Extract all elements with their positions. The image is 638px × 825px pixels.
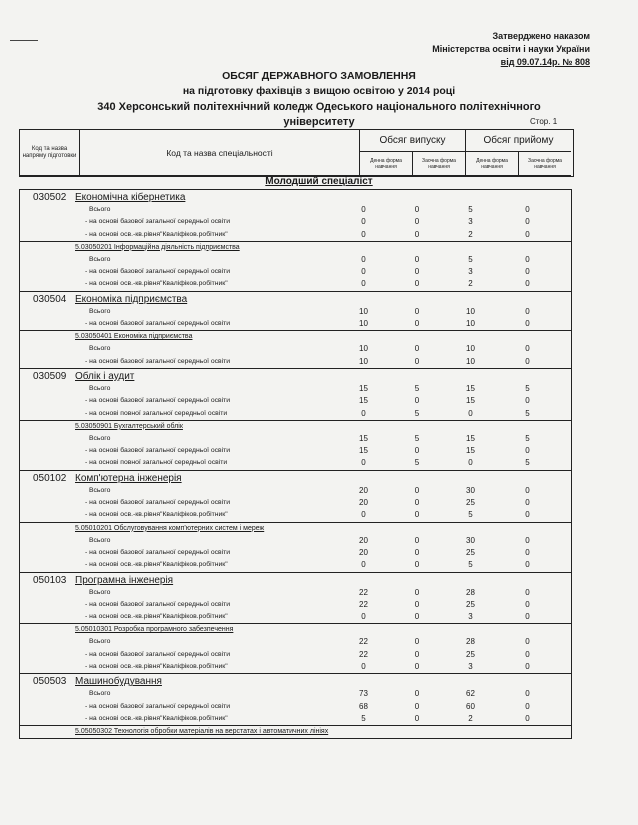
specialty-heading [20,624,571,636]
admission-day-value: 5 [468,254,473,264]
admission-day-value: 2 [468,229,473,239]
release-extramural-value: 0 [414,217,420,227]
admission-day-value: 0 [468,458,473,468]
release-extramural-value: 0 [414,713,420,723]
direction-heading [20,573,571,587]
header-name: Код та назва спеціальності [80,130,360,176]
admission-day-value: 15 [466,433,475,443]
admission-extramural-value: 0 [525,535,530,545]
direction-group [19,573,572,675]
approval-stamp [405,30,590,69]
direction-name: Програмна інженерія [75,574,174,586]
direction-group [19,674,572,739]
admission-extramural-value: 0 [525,701,530,711]
admission-day-value: 28 [466,637,475,647]
table-row [20,547,571,559]
admission-day-value: 15 [466,383,475,393]
table-row [20,433,571,445]
table-row [20,266,571,278]
header-release-extramural: Заочна форма навчання [413,152,466,176]
release-extramural-value: 0 [414,649,420,659]
admission-day-value: 3 [468,267,473,277]
admission-day-value: 5 [468,510,473,520]
table-row [20,636,571,648]
row-label: - на основі базової загальної середньої освіти [85,548,231,556]
admission-day-value: 3 [468,612,473,622]
release-day-value: 20 [359,498,368,508]
admission-extramural-value: 0 [525,356,530,366]
table-row [20,306,571,318]
row-label: - на основі базової загальної середньої освіти [85,499,231,507]
table-row [20,661,571,673]
row-label: - на основі базової загальної середньої освіти [85,268,231,276]
specialty-name: 5.05010201 Обслуговування комп'ютерних систем і мереж [75,524,265,532]
table-row [20,688,571,700]
header-admission: Обсяг прийому [466,130,571,152]
row-label: Всього [89,486,111,494]
release-day-value: 0 [361,510,366,520]
admission-extramural-value: 0 [525,279,530,289]
release-day-value: 5 [361,713,366,723]
admission-day-value: 2 [468,713,473,723]
row-label: Всього [89,345,111,353]
release-day-value: 15 [359,396,368,406]
release-day-value: 0 [361,267,366,277]
table-row [20,649,571,661]
admission-extramural-value: 0 [525,217,530,227]
table-row [20,497,571,509]
table-row [20,587,571,599]
release-day-value: 10 [359,356,368,366]
release-extramural-value: 0 [414,267,420,277]
release-day-value: 20 [359,547,368,557]
table-row [20,229,571,241]
release-extramural-value: 0 [414,306,420,316]
admission-day-value: 30 [466,535,475,545]
admission-extramural-value: 0 [525,612,530,622]
direction-group [19,471,572,573]
release-day-value: 0 [361,217,366,227]
release-extramural-value: 0 [414,662,420,672]
table-row [20,599,571,611]
release-extramural-value: 0 [414,612,420,622]
release-day-value: 15 [359,383,368,393]
release-day-value: 10 [359,319,368,329]
row-label: - на основі базової загальної середньої освіти [85,357,231,365]
release-day-value: 0 [361,458,366,468]
release-extramural-value: 0 [414,560,420,570]
specialty-heading [20,242,571,254]
direction-heading [20,369,571,383]
header-release: Обсяг випуску [360,130,466,152]
admission-day-value: 25 [466,547,475,557]
specialty-name: 5.05050302 Технологія обробки матеріалів на верстатах і автоматичних лініях [75,728,329,736]
table-row [20,204,571,216]
release-day-value: 0 [361,254,366,264]
release-day-value: 68 [359,701,368,711]
doc-title: ОБСЯГ ДЕРЖАВНОГО ЗАМОВЛЕННЯ [222,70,416,82]
row-label: - на основі базової загальної середньої освіти [85,397,231,405]
doc-subtitle: на підготовку фахівців з вищою освітою у 2014 році [182,85,456,97]
admission-extramural-value: 5 [525,408,530,418]
row-label: Всього [89,690,111,698]
release-extramural-value: 0 [414,356,420,366]
admission-extramural-value: 0 [525,267,530,277]
header-admission-extramural: Заочна форма навчання [519,152,571,176]
admission-extramural-value: 0 [525,689,530,699]
direction-name: Економіка підприємства [75,293,188,305]
release-day-value: 15 [359,433,368,443]
admission-extramural-value: 0 [525,587,530,597]
specialty-block [20,330,571,368]
release-extramural-value: 0 [414,547,420,557]
admission-day-value: 3 [468,217,473,227]
release-day-value: 22 [359,649,368,659]
row-label: - на основі осв.-кв.рівня"Кваліфіков.робітник" [85,280,228,288]
row-label: Всього [89,638,111,646]
row-label: - на основі базової загальної середньої освіти [85,447,231,455]
table-row [20,535,571,547]
approval-line-3: від 09.07.14р. № 808 [500,57,590,67]
institution-name: 340 Херсонський політехнічний коледж Одеського національного політехнічного [97,101,541,113]
table-row [20,701,571,713]
release-extramural-value: 0 [414,599,420,609]
release-day-value: 10 [359,344,368,354]
release-extramural-value: 0 [414,689,420,699]
release-day-value: 0 [361,229,366,239]
row-label: - на основі осв.-кв.рівня"Кваліфіков.робітник" [85,561,228,569]
release-day-value: 22 [359,587,368,597]
direction-code: 050503 [33,676,67,688]
release-day-value: 10 [359,306,368,316]
row-label: - на основі базової загальної середньої освіти [85,650,231,658]
specialty-heading [20,421,571,433]
release-day-value: 0 [361,279,366,289]
row-label: - на основі осв.-кв.рівня"Кваліфіков.робітник" [85,714,228,722]
table-row [20,383,571,395]
row-label: Всього [89,536,111,544]
admission-day-value: 60 [466,701,475,711]
table-row [20,485,571,497]
direction-name: Економічна кібернетика [75,192,186,203]
header-code: Код та назва напряму підготовки [20,130,80,176]
table-row [20,254,571,266]
admission-extramural-value: 0 [525,205,530,214]
row-label: - на основі базової загальної середньої освіти [85,218,231,226]
admission-day-value: 10 [466,319,475,329]
admission-day-value: 25 [466,649,475,659]
release-extramural-value: 0 [414,701,420,711]
specialty-name: 5.05010301 Розробка програмного забезпечення [75,626,234,634]
row-label: - на основі повної загальної середньої освіти [85,409,228,417]
table-row [20,457,571,469]
release-extramural-value: 5 [414,408,420,418]
specialty-block [20,420,571,470]
table-row [20,395,571,407]
table-row [20,278,571,290]
page-number: Стор. 1 [530,117,558,126]
row-label: Всього [89,307,111,315]
specialty-heading [20,523,571,535]
row-label: - на основі осв.-кв.рівня"Кваліфіков.робітник" [85,511,228,519]
direction-code: 050102 [33,472,67,484]
admission-day-value: 10 [466,306,475,316]
institution-name-cont: університету [283,116,355,128]
direction-code: 030509 [33,370,67,382]
table-header [19,129,574,177]
admission-day-value: 25 [466,498,475,508]
admission-day-value: 10 [466,356,475,366]
release-day-value: 0 [361,612,366,622]
admission-extramural-value: 0 [525,344,530,354]
admission-day-value: 15 [466,446,475,456]
table-row [20,318,571,330]
admission-extramural-value: 0 [525,662,530,672]
admission-extramural-value: 0 [525,306,530,316]
table-row [20,611,571,623]
release-day-value: 0 [361,662,366,672]
direction-heading [20,292,571,306]
margin-mark [10,40,38,41]
admission-day-value: 2 [468,279,473,289]
row-label: Всього [89,434,111,442]
release-extramural-value: 0 [414,535,420,545]
admission-extramural-value: 0 [525,649,530,659]
direction-code: 050103 [33,574,67,586]
release-extramural-value: 0 [414,485,420,495]
direction-heading [20,190,571,204]
table-row [20,445,571,457]
specialty-block [20,241,571,291]
direction-code: 030502 [33,192,67,203]
section-title: Молодший спеціаліст [265,176,373,187]
table-row [20,509,571,521]
admission-day-value: 5 [468,560,473,570]
admission-day-value: 3 [468,662,473,672]
row-label: Всього [89,384,111,392]
admission-extramural-value: 0 [525,446,530,456]
release-extramural-value: 5 [414,433,420,443]
release-day-value: 0 [361,205,366,214]
admission-extramural-value: 5 [525,433,530,443]
admission-extramural-value: 0 [525,396,530,406]
release-day-value: 22 [359,637,368,647]
release-extramural-value: 0 [414,205,420,214]
direction-group [19,369,572,471]
admission-extramural-value: 0 [525,485,530,495]
release-extramural-value: 0 [414,279,420,289]
direction-group [19,189,572,292]
specialty-heading [20,726,571,738]
release-extramural-value: 0 [414,319,420,329]
row-label: - на основі осв.-кв.рівня"Кваліфіков.робітник" [85,613,228,621]
row-label: - на основі повної загальної середньої освіти [85,459,228,467]
row-label: Всього [89,588,111,596]
table-row [20,356,571,368]
release-extramural-value: 5 [414,458,420,468]
admission-extramural-value: 0 [525,547,530,557]
admission-day-value: 62 [466,689,475,699]
table-row [20,408,571,420]
direction-name: Машинобудування [75,676,162,688]
release-day-value: 0 [361,408,366,418]
row-label: Всього [89,255,111,263]
row-label: Всього [89,206,111,213]
header-release-day: Денна форма навчання [360,152,413,176]
release-extramural-value: 5 [414,383,420,393]
admission-extramural-value: 0 [525,560,530,570]
approval-line-2: Міністерства освіти і науки України [432,44,590,54]
admission-extramural-value: 0 [525,637,530,647]
release-extramural-value: 0 [414,510,420,520]
direction-code: 030504 [33,293,67,305]
specialty-block [20,522,571,572]
approval-line-1: Затверджено наказом [492,31,590,41]
admission-day-value: 15 [466,396,475,406]
admission-extramural-value: 0 [525,229,530,239]
row-label: - на основі базової загальної середньої освіти [85,702,231,710]
row-label: - на основі базової загальної середньої освіти [85,600,231,608]
admission-extramural-value: 5 [525,458,530,468]
direction-group [19,292,572,369]
release-extramural-value: 0 [414,498,420,508]
specialty-name: 5.03050201 Інформаційна діяльність підприємства [75,243,240,251]
table-row [20,559,571,571]
data-table [19,189,572,739]
release-extramural-value: 0 [414,446,420,456]
admission-day-value: 30 [466,485,475,495]
admission-extramural-value: 0 [525,254,530,264]
direction-heading [20,471,571,485]
row-label: - на основі базової загальної середньої освіти [85,320,231,328]
release-extramural-value: 0 [414,229,420,239]
release-extramural-value: 0 [414,396,420,406]
admission-extramural-value: 5 [525,383,530,393]
table-row [20,216,571,228]
release-day-value: 20 [359,485,368,495]
admission-extramural-value: 0 [525,498,530,508]
admission-day-value: 25 [466,599,475,609]
admission-extramural-value: 0 [525,713,530,723]
release-day-value: 0 [361,560,366,570]
table-row [20,713,571,725]
release-extramural-value: 0 [414,254,420,264]
direction-heading [20,674,571,688]
release-extramural-value: 0 [414,344,420,354]
release-extramural-value: 0 [414,587,420,597]
specialty-block [20,725,571,738]
release-day-value: 15 [359,446,368,456]
specialty-name: 5.03050401 Економіка підприємства [75,333,193,341]
specialty-name: 5.03050901 Бухгалтерський облік [75,422,183,430]
admission-day-value: 10 [466,344,475,354]
direction-name: Комп'ютерна інженерія [75,472,182,484]
table-row [20,343,571,355]
header-admission-day: Денна форма навчання [466,152,519,176]
release-day-value: 73 [359,689,368,699]
direction-name: Облік і аудит [75,370,135,382]
release-day-value: 22 [359,599,368,609]
admission-day-value: 0 [468,408,473,418]
admission-day-value: 5 [468,205,473,214]
specialty-block [20,623,571,673]
admission-extramural-value: 0 [525,510,530,520]
specialty-heading [20,331,571,343]
admission-extramural-value: 0 [525,319,530,329]
row-label: - на основі осв.-кв.рівня"Кваліфіков.робітник" [85,663,228,671]
release-day-value: 20 [359,535,368,545]
row-label: - на основі осв.-кв.рівня"Кваліфіков.робітник" [85,230,228,238]
admission-extramural-value: 0 [525,599,530,609]
admission-day-value: 28 [466,587,475,597]
release-extramural-value: 0 [414,637,420,647]
